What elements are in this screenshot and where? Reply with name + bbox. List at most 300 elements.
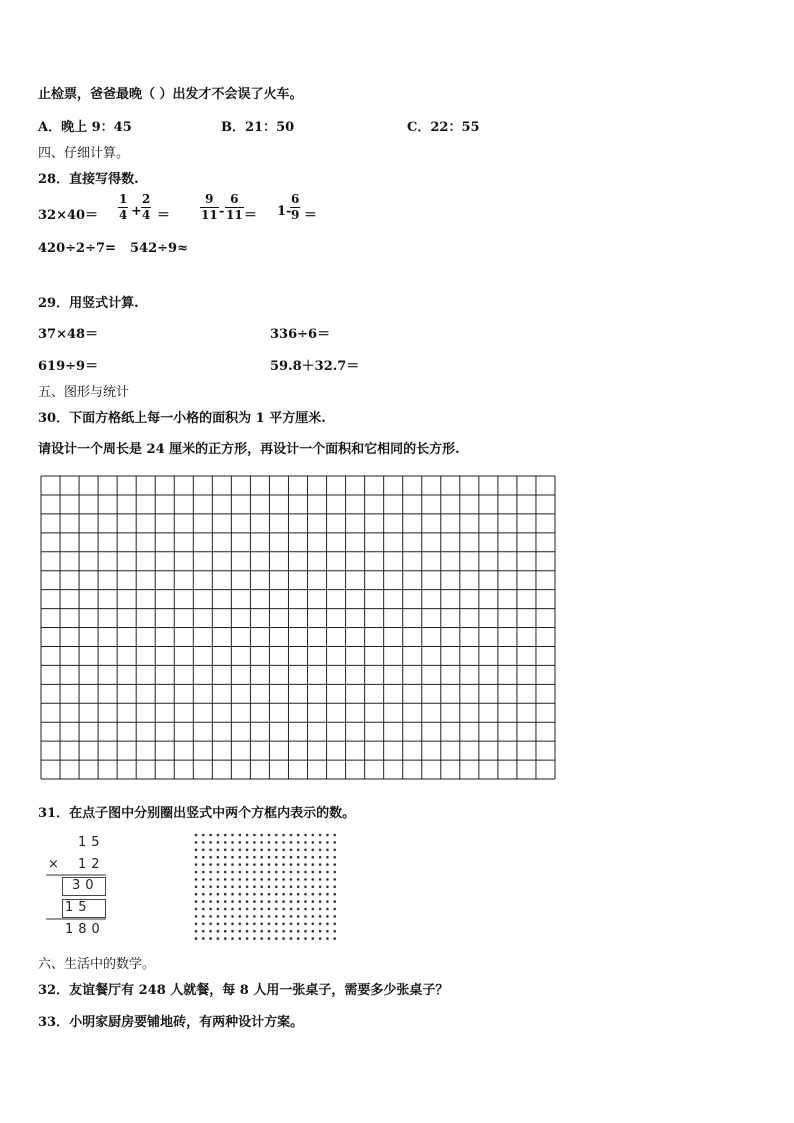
dot — [312, 863, 315, 866]
dot — [275, 937, 278, 940]
dot — [246, 834, 249, 837]
dot — [217, 841, 220, 844]
dot — [231, 849, 234, 852]
q28-fraction-2a — [200, 193, 219, 222]
dot — [202, 893, 205, 896]
dot — [297, 923, 300, 926]
dot — [282, 863, 285, 866]
dot — [202, 908, 205, 911]
dot — [333, 863, 336, 866]
dot — [304, 915, 307, 918]
dot — [282, 937, 285, 940]
dot — [319, 923, 322, 926]
dot — [297, 930, 300, 933]
dot — [217, 900, 220, 903]
dot — [326, 856, 329, 859]
q29-expr-2: 336÷6＝ — [270, 327, 331, 342]
dot — [260, 908, 263, 911]
dot — [268, 834, 271, 837]
dot — [231, 937, 234, 940]
dot — [312, 834, 315, 837]
dot — [209, 834, 212, 837]
q29-expr-4: 59.8＋32.7＝ — [270, 359, 360, 374]
denominator: 4 — [142, 208, 151, 222]
dot — [224, 878, 227, 881]
q27-option-c: C．22：55 — [407, 120, 480, 135]
dot — [333, 849, 336, 852]
dot — [326, 893, 329, 896]
dot — [319, 871, 322, 874]
dot — [326, 923, 329, 926]
q31-title: 31．在点子图中分别圈出竖式中两个方框内表示的数。 — [38, 806, 356, 821]
q28-fraction-1b — [141, 193, 151, 222]
dot — [290, 856, 293, 859]
product-result: 180 — [65, 922, 105, 937]
dot — [202, 878, 205, 881]
dot — [282, 834, 285, 837]
dot — [297, 900, 300, 903]
dot — [290, 886, 293, 889]
dot — [333, 834, 336, 837]
multiplicand: 15 — [78, 835, 105, 850]
dot — [260, 937, 263, 940]
dot — [253, 930, 256, 933]
dot — [319, 915, 322, 918]
dot — [290, 834, 293, 837]
dot — [326, 878, 329, 881]
dot — [260, 900, 263, 903]
dot — [231, 834, 234, 837]
dot — [246, 841, 249, 844]
dot — [231, 893, 234, 896]
dot — [260, 856, 263, 859]
dot — [195, 871, 198, 874]
dot — [275, 915, 278, 918]
dot — [312, 900, 315, 903]
dot — [246, 856, 249, 859]
dot — [282, 930, 285, 933]
dot — [268, 849, 271, 852]
q28-fraction-1a — [118, 193, 128, 222]
dot — [239, 900, 242, 903]
dot — [268, 856, 271, 859]
dot — [246, 915, 249, 918]
dot — [253, 878, 256, 881]
dot — [275, 871, 278, 874]
dot — [217, 878, 220, 881]
dot — [253, 923, 256, 926]
dot — [333, 886, 336, 889]
dot — [231, 900, 234, 903]
dot — [326, 849, 329, 852]
dot — [260, 863, 263, 866]
partial-product-2: 15 — [65, 900, 92, 915]
dot — [312, 923, 315, 926]
dot — [304, 900, 307, 903]
dot — [246, 937, 249, 940]
dot — [202, 915, 205, 918]
dot — [275, 923, 278, 926]
dot — [304, 871, 307, 874]
dot — [202, 841, 205, 844]
dot — [253, 908, 256, 911]
dot — [297, 915, 300, 918]
dot — [312, 937, 315, 940]
q28-title: 28．直接写得数. — [38, 172, 139, 187]
dot — [312, 886, 315, 889]
dot — [290, 893, 293, 896]
dot — [224, 886, 227, 889]
dot — [333, 871, 336, 874]
dot — [326, 937, 329, 940]
dot — [239, 915, 242, 918]
dot — [224, 863, 227, 866]
dot — [260, 849, 263, 852]
dot — [246, 923, 249, 926]
dot — [282, 841, 285, 844]
dot — [224, 849, 227, 852]
equals-sign: ＝ — [304, 208, 318, 223]
dot — [209, 900, 212, 903]
dot — [246, 886, 249, 889]
dot — [275, 849, 278, 852]
dot — [260, 886, 263, 889]
dot — [297, 841, 300, 844]
dot — [239, 841, 242, 844]
dot — [268, 930, 271, 933]
q30-description: 请设计一个周长是 24 厘米的正方形，再设计一个面积和它相同的长方形. — [38, 442, 460, 457]
dot — [202, 937, 205, 940]
dot — [224, 856, 227, 859]
dot — [239, 930, 242, 933]
dot — [202, 930, 205, 933]
numerator: 6 — [291, 192, 300, 206]
dot — [231, 908, 234, 911]
dot — [260, 841, 263, 844]
dot — [304, 849, 307, 852]
dot — [312, 878, 315, 881]
dot — [282, 849, 285, 852]
dot — [319, 878, 322, 881]
q29-expr-3: 619÷9＝ — [38, 359, 99, 374]
dot — [231, 878, 234, 881]
dot — [268, 893, 271, 896]
dot — [282, 908, 285, 911]
dot — [239, 908, 242, 911]
dot — [253, 834, 256, 837]
dot — [202, 834, 205, 837]
dot — [224, 841, 227, 844]
dot — [319, 834, 322, 837]
dot — [268, 871, 271, 874]
dot — [217, 915, 220, 918]
dot — [224, 900, 227, 903]
dot — [195, 937, 198, 940]
dot — [282, 878, 285, 881]
dot — [217, 863, 220, 866]
dot — [290, 871, 293, 874]
dot — [275, 886, 278, 889]
dot — [290, 930, 293, 933]
dot — [231, 886, 234, 889]
dot — [239, 856, 242, 859]
dot — [260, 871, 263, 874]
dot — [297, 834, 300, 837]
box-partial-product-1[interactable] — [62, 877, 106, 896]
dot — [239, 893, 242, 896]
dot — [326, 841, 329, 844]
dot — [202, 863, 205, 866]
dot — [239, 863, 242, 866]
dot — [202, 900, 205, 903]
dot — [195, 908, 198, 911]
dot — [209, 908, 212, 911]
dot — [312, 849, 315, 852]
dot — [333, 915, 336, 918]
dot — [195, 834, 198, 837]
dot — [217, 930, 220, 933]
dot — [304, 834, 307, 837]
dot — [195, 930, 198, 933]
dot — [239, 834, 242, 837]
dot — [224, 923, 227, 926]
q27-text: 止检票，爸爸最晚（ ）出发才不会误了火车。 — [38, 87, 303, 102]
dot — [304, 908, 307, 911]
dot — [224, 908, 227, 911]
dot — [319, 893, 322, 896]
dot — [319, 900, 322, 903]
dot — [209, 893, 212, 896]
dot — [195, 886, 198, 889]
dot — [231, 923, 234, 926]
dot — [282, 871, 285, 874]
dot — [290, 937, 293, 940]
dot — [246, 849, 249, 852]
dot — [319, 886, 322, 889]
q27-option-a: A．晚上 9：45 — [38, 120, 132, 135]
dot — [224, 937, 227, 940]
dot — [246, 893, 249, 896]
dot — [239, 849, 242, 852]
dot — [290, 849, 293, 852]
dot — [326, 900, 329, 903]
dot — [217, 849, 220, 852]
dot — [231, 930, 234, 933]
dot — [282, 923, 285, 926]
q27-option-b: B．21：50 — [221, 120, 295, 135]
dot — [333, 908, 336, 911]
q30-title: 30．下面方格纸上每一小格的面积为 1 平方厘米. — [38, 411, 326, 426]
dot — [231, 871, 234, 874]
dot — [209, 886, 212, 889]
dot — [224, 915, 227, 918]
q32-text: 32．友谊餐厅有 248 人就餐，每 8 人用一张桌子，需要多少张桌子？ — [38, 983, 449, 998]
dot — [312, 915, 315, 918]
dot — [297, 849, 300, 852]
dot — [253, 886, 256, 889]
dot — [326, 915, 329, 918]
dot — [202, 871, 205, 874]
dot — [326, 886, 329, 889]
dot — [326, 930, 329, 933]
dot — [319, 841, 322, 844]
times-sign: × — [48, 857, 59, 872]
q33-text: 33．小明家厨房要铺地砖，有两种设计方案。 — [38, 1015, 304, 1030]
dot — [260, 923, 263, 926]
dot — [202, 849, 205, 852]
denominator: 11 — [226, 208, 243, 222]
dot — [282, 915, 285, 918]
section-4-heading: 四、仔细计算。 — [38, 146, 130, 161]
dot — [268, 863, 271, 866]
dot — [290, 878, 293, 881]
dot — [202, 856, 205, 859]
dot — [246, 863, 249, 866]
dot — [333, 923, 336, 926]
dot — [297, 878, 300, 881]
dot — [304, 923, 307, 926]
dot — [304, 937, 307, 940]
dot — [195, 856, 198, 859]
dot — [290, 900, 293, 903]
dot — [239, 871, 242, 874]
dot — [312, 930, 315, 933]
dot — [282, 856, 285, 859]
numerator: 9 — [205, 192, 214, 206]
dot — [333, 841, 336, 844]
dot — [326, 863, 329, 866]
dot — [195, 900, 198, 903]
dot — [217, 871, 220, 874]
dot — [217, 908, 220, 911]
minus-sign: - — [219, 204, 225, 219]
dot — [275, 856, 278, 859]
dot — [239, 937, 242, 940]
dot — [319, 856, 322, 859]
dot — [260, 930, 263, 933]
dot — [268, 886, 271, 889]
dot — [319, 908, 322, 911]
box-partial-product-2[interactable] — [62, 899, 106, 918]
dot — [217, 834, 220, 837]
dot — [304, 878, 307, 881]
dot — [290, 915, 293, 918]
numerator: 1 — [119, 192, 128, 206]
partial-product-1: 30 — [72, 878, 99, 893]
dot — [246, 908, 249, 911]
dot — [290, 923, 293, 926]
dot — [209, 937, 212, 940]
q29-title: 29．用竖式计算. — [38, 296, 139, 311]
dot — [282, 900, 285, 903]
dot — [333, 900, 336, 903]
dot — [268, 923, 271, 926]
section-5-heading: 五、图形与统计 — [38, 385, 130, 400]
dot — [268, 878, 271, 881]
dot — [246, 900, 249, 903]
dot — [253, 900, 256, 903]
dot — [275, 878, 278, 881]
dot — [209, 923, 212, 926]
dot — [304, 893, 307, 896]
dot — [217, 923, 220, 926]
denominator: 11 — [201, 208, 218, 222]
numerator: 6 — [230, 192, 239, 206]
dot — [333, 856, 336, 859]
dot — [231, 863, 234, 866]
dot — [195, 893, 198, 896]
dot — [246, 871, 249, 874]
dot — [297, 863, 300, 866]
dot — [326, 908, 329, 911]
numerator: 2 — [142, 192, 151, 206]
dot — [224, 930, 227, 933]
square-grid-paper[interactable] — [40, 475, 556, 780]
q29-expr-1: 37×48＝ — [38, 327, 99, 342]
dot — [239, 878, 242, 881]
plus-sign: + — [131, 204, 142, 219]
dot — [224, 871, 227, 874]
dot — [297, 856, 300, 859]
dot — [239, 886, 242, 889]
dot — [195, 878, 198, 881]
dot — [195, 849, 198, 852]
dot — [304, 863, 307, 866]
dot — [312, 841, 315, 844]
dot — [275, 863, 278, 866]
dot — [268, 908, 271, 911]
dot — [260, 893, 263, 896]
dot — [319, 937, 322, 940]
dot — [217, 856, 220, 859]
dot — [253, 863, 256, 866]
dot — [297, 871, 300, 874]
dot — [297, 886, 300, 889]
dot — [202, 923, 205, 926]
dot — [304, 930, 307, 933]
dot — [304, 856, 307, 859]
dot-grid[interactable] — [193, 832, 341, 944]
dot — [275, 893, 278, 896]
dot — [290, 841, 293, 844]
q28-expr-2: 420÷2÷7= — [38, 241, 116, 256]
dot — [319, 863, 322, 866]
dot — [275, 908, 278, 911]
dot — [260, 915, 263, 918]
dot — [253, 893, 256, 896]
denominator: 4 — [119, 208, 128, 222]
dot — [217, 886, 220, 889]
q28-fraction-2b — [225, 193, 244, 222]
dot — [246, 930, 249, 933]
dot — [304, 886, 307, 889]
multiplier: 12 — [78, 857, 105, 872]
dot — [224, 893, 227, 896]
dot — [260, 878, 263, 881]
dot — [239, 923, 242, 926]
dot — [195, 863, 198, 866]
dot — [333, 937, 336, 940]
dot — [297, 937, 300, 940]
dot — [253, 871, 256, 874]
dot — [312, 908, 315, 911]
dot — [319, 849, 322, 852]
dot — [282, 886, 285, 889]
dot — [333, 878, 336, 881]
dot — [275, 841, 278, 844]
dot — [217, 893, 220, 896]
dot — [268, 937, 271, 940]
